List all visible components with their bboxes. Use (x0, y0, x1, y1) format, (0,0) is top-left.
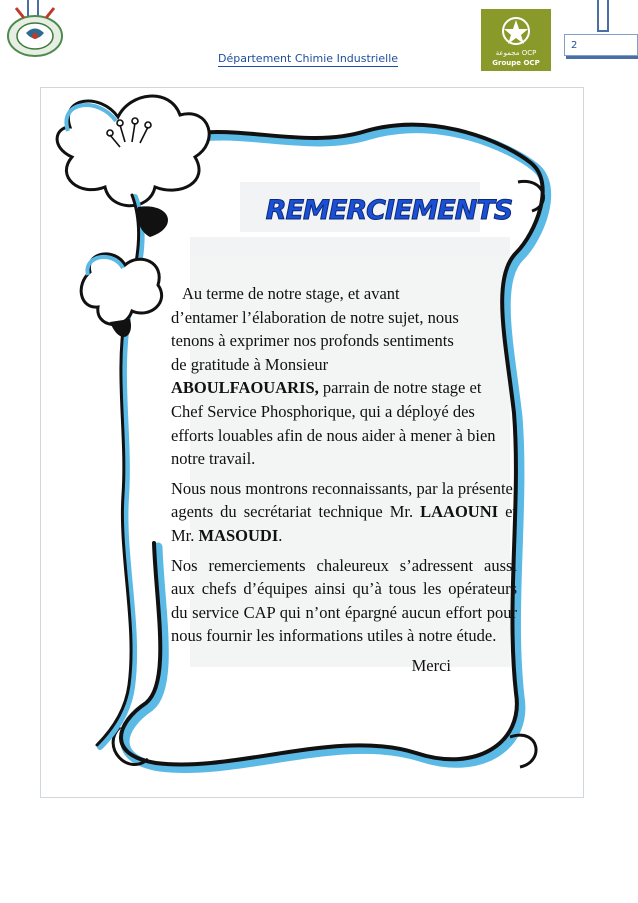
logo-latin-text: Groupe OCP (492, 59, 540, 67)
p2-end: . (278, 525, 283, 545)
banner-title: REMERCIEMENTS (265, 195, 513, 226)
acknowledgement-text (171, 282, 517, 684)
page-number: 2 (571, 40, 578, 51)
p1-line-1: Au terme de notre stage, et avant (182, 284, 400, 303)
p1-line-3: tenons à exprimer nos profonds sentiments (171, 331, 454, 351)
p1-rest: parrain de notre stage et Chef Service Phosphorique, qui a déployé des efforts louables afin de nous aider à mener à bien notre travail. (171, 378, 496, 469)
ocp-group-logo-icon (481, 9, 551, 71)
p1-line-2: d’entamer l’élaboration de notre sujet, nous (171, 307, 459, 327)
department-title: Département Chimie Industrielle (218, 52, 399, 65)
p1-line-4: de gratitude à Monsieur (171, 354, 329, 374)
paragraph-1 (171, 282, 517, 471)
p2-bold-1: LAAOUNI (420, 502, 499, 522)
p2-start: Nous nous montrons reconnaissants, par la présente, agents du secrétariat technique Mr. (171, 478, 517, 522)
paragraph-2 (171, 477, 517, 548)
paragraph-3: Nos remerciements chaleureux s’adressent aussi aux chefs d’équipes ainsi qu’à tous les opérateurs du service CAP qui n’ont épargné aucun effort pour nous fournir les informations utiles à notre étude. (171, 555, 517, 646)
logo-arabic-text: مجموعة OCP (495, 49, 537, 57)
remerciements-banner (264, 188, 514, 228)
header-marker-right (597, 0, 609, 32)
p2-mid: et Mr. (171, 502, 517, 545)
p1-bold-name: ABOULFAOUARIS, (171, 378, 319, 398)
closing-merci: Merci (411, 655, 451, 675)
university-logo-icon (4, 0, 66, 62)
p2-bold-2: MASOUDI (198, 525, 279, 545)
